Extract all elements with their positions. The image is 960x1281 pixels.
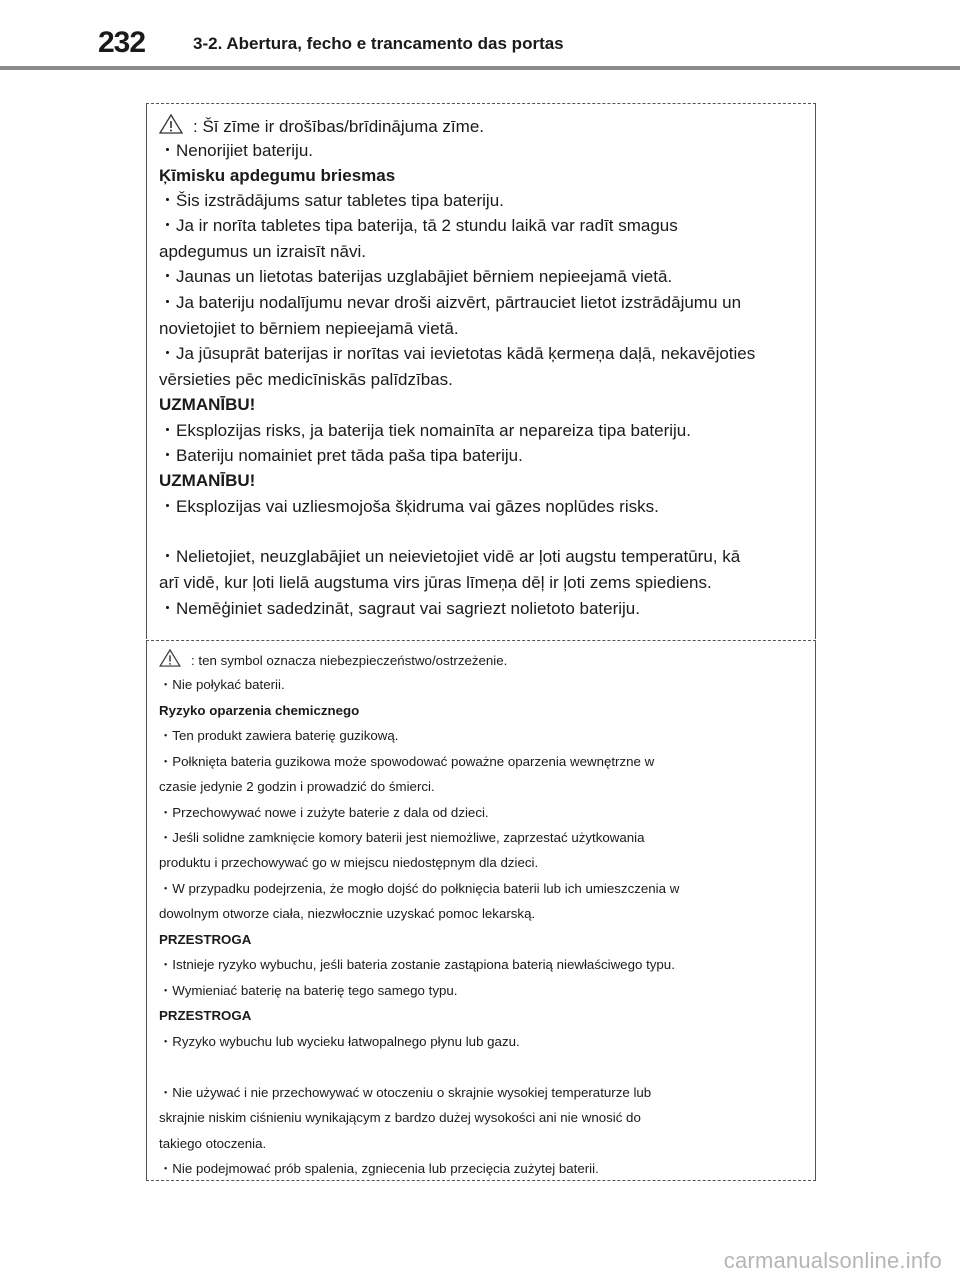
warning-triangle-icon	[159, 114, 183, 134]
warning-line: dowolnym otworze ciała, niezwłocznie uzyskać pomoc lekarską.	[159, 906, 536, 921]
caution-heading: UZMANĪBU!	[159, 471, 256, 490]
warning-box-latvian	[146, 103, 816, 639]
warning-line: ・Ja bateriju nodalījumu nevar droši aizvērt, pārtrauciet lietot izstrādājumu un	[159, 293, 742, 312]
header-rule	[0, 66, 960, 70]
warning-line: czasie jedynie 2 godzin i prowadzić do śmierci.	[159, 779, 435, 794]
warning-line: ・Przechowywać nowe i zużyte baterie z dala od dzieci.	[159, 805, 489, 820]
warning-line: ・W przypadku podejrzenia, że mogło dojść do połknięcia baterii lub ich umieszczenia w	[159, 881, 680, 896]
caution-heading: UZMANĪBU!	[159, 395, 256, 414]
warning-line: ・Šis izstrādājums satur tabletes tipa bateriju.	[159, 191, 504, 210]
warning-line: ・Ryzyko wybuchu lub wycieku łatwopalnego płynu lub gazu.	[159, 1034, 520, 1049]
section-title: 3-2. Abertura, fecho e trancamento das portas	[193, 34, 564, 53]
page-number: 232	[98, 26, 146, 59]
warning-line: ・Nenorijiet bateriju.	[159, 141, 314, 160]
warning-line: ・Nie połykać baterii.	[159, 677, 285, 692]
symbol-note	[159, 114, 484, 138]
warning-line: ・Nie podejmować prób spalenia, zgniecenia lub przecięcia zużytej baterii.	[159, 1161, 599, 1176]
caution-heading: PRZESTROGA	[159, 1008, 252, 1023]
warning-line: ・Eksplozijas risks, ja baterija tiek nomainīta ar nepareiza tipa bateriju.	[159, 421, 691, 440]
symbol-note	[159, 649, 507, 670]
page-header	[0, 0, 960, 70]
warning-line: novietojiet to bērniem nepieejamā vietā.	[159, 319, 459, 338]
warning-line: ・Nelietojiet, neuzglabājiet un neievietojiet vidē ar ļoti augstu temperatūru, kā	[159, 547, 741, 566]
warning-line: skrajnie niskim ciśnieniu wynikającym z bardzo dużej wysokości ani nie wnosić do	[159, 1110, 641, 1125]
warning-line: ・Eksplozijas vai uzliesmojoša šķidruma vai gāzes noplūdes risks.	[159, 497, 659, 516]
warning-line: ・Wymieniać baterię na baterię tego samego typu.	[159, 983, 458, 998]
warning-line: ・Ja ir norīta tabletes tipa baterija, tā 2 stundu laikā var radīt smagus	[159, 216, 678, 235]
warning-line: ・Istnieje ryzyko wybuchu, jeśli bateria zostanie zastąpiona baterią niewłaściwego typu.	[159, 957, 675, 972]
caution-heading: PRZESTROGA	[159, 932, 252, 947]
warning-box-polish	[146, 640, 816, 1181]
warning-line: vērsieties pēc medicīniskās palīdzības.	[159, 370, 453, 389]
warning-line: ・Jaunas un lietotas baterijas uzglabājiet bērniem nepieejamā vietā.	[159, 267, 673, 286]
warning-line: takiego otoczenia.	[159, 1136, 267, 1151]
warning-heading: Ryzyko oparzenia chemicznego	[159, 703, 360, 718]
warning-heading: Ķīmisku apdegumu briesmas	[159, 166, 396, 185]
symbol-note-text: : Šī zīme ir drošības/brīdinājuma zīme.	[193, 117, 484, 136]
warning-triangle-icon	[159, 649, 181, 667]
symbol-note-text: : ten symbol oznacza niebezpieczeństwo/ostrzeżenie.	[191, 653, 508, 668]
warning-line: ・Ja jūsuprāt baterijas ir norītas vai ievietotas kādā ķermeņa daļā, nekavējoties	[159, 344, 756, 363]
warning-line: apdegumus un izraisīt nāvi.	[159, 242, 366, 261]
warning-line: ・Nemēģiniet sadedzināt, sagraut vai sagriezt nolietoto bateriju.	[159, 599, 640, 618]
warning-line: produktu i przechowywać go w miejscu niedostępnym dla dzieci.	[159, 855, 539, 870]
warning-line: arī vidē, kur ļoti lielā augstuma virs jūras līmeņa dēļ ir ļoti zems spiediens.	[159, 573, 712, 592]
warning-line: ・Bateriju nomainiet pret tāda paša tipa bateriju.	[159, 446, 523, 465]
warning-line: ・Połknięta bateria guzikowa może spowodować poważne oparzenia wewnętrzne w	[159, 754, 655, 769]
warning-line: ・Ten produkt zawiera baterię guzikową.	[159, 728, 399, 743]
warning-line: ・Nie używać i nie przechowywać w otoczeniu o skrajnie wysokiej temperaturze lub	[159, 1085, 652, 1100]
watermark: carmanualsonline.info	[723, 1248, 942, 1273]
warning-line: ・Jeśli solidne zamknięcie komory baterii jest niemożliwe, zaprzestać użytkowania	[159, 830, 645, 845]
